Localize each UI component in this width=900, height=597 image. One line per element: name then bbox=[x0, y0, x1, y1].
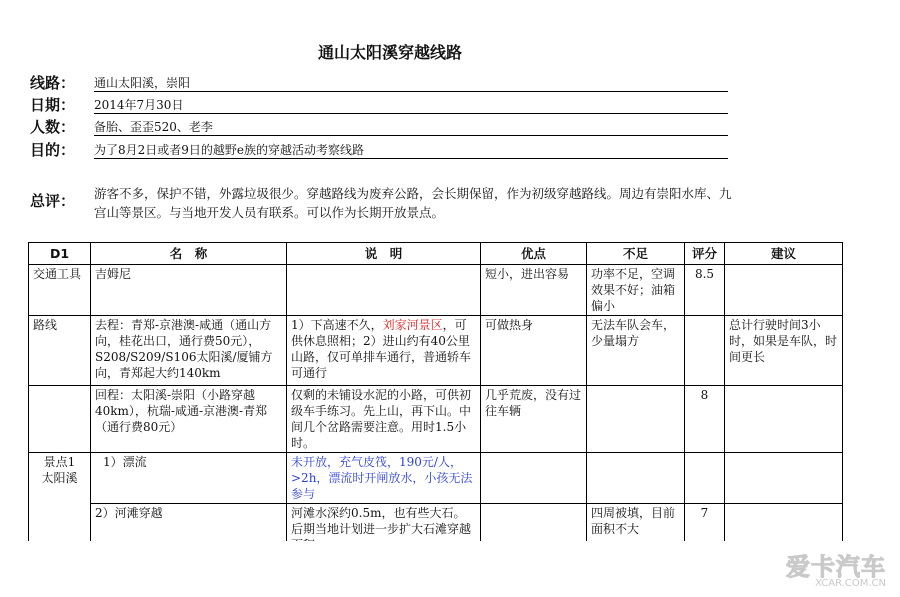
desc-text: 1）下高速不久， bbox=[291, 318, 383, 332]
watermark-logo: 爱卡汽车 bbox=[786, 553, 886, 581]
cell-name: 2）河滩穿越 bbox=[91, 504, 287, 564]
cell-name: 去程：青郑-京港澳-咸通（通山方向，桂花出口，通行费50元），S208/S209/S106太阳溪/厦铺方向，青郑起大约140km bbox=[91, 316, 287, 386]
cell-desc bbox=[287, 316, 481, 386]
info-people-label: 人数： bbox=[30, 118, 76, 136]
header-d1: D1 bbox=[29, 243, 91, 265]
info-date-underline bbox=[94, 113, 728, 114]
info-purpose-label: 目的： bbox=[30, 141, 76, 159]
cell-cons: 功率不足，空调效果不好；油箱偏小 bbox=[587, 265, 685, 316]
cell-pros: 几乎荒废，没有过往车辆 bbox=[481, 386, 587, 453]
cell-name: 1）漂流 bbox=[91, 453, 287, 504]
page-title: 通山太阳溪穿越线路 bbox=[317, 43, 462, 62]
header-desc: 说 明 bbox=[287, 243, 481, 265]
page-cutoff bbox=[0, 541, 900, 597]
cell-cons: 四周被填，目前面积不大 bbox=[587, 504, 685, 564]
info-route-underline bbox=[94, 91, 728, 92]
info-purpose-underline bbox=[94, 158, 728, 159]
info-route-value: 通山太阳溪，崇阳 bbox=[94, 76, 191, 90]
info-route bbox=[30, 72, 728, 92]
cell-score: 8.5 bbox=[685, 265, 725, 316]
header-score: 评分 bbox=[685, 243, 725, 265]
watermark-url: XCAR.COM.CN bbox=[815, 578, 886, 589]
cell-score bbox=[685, 316, 725, 386]
cell-advice bbox=[725, 386, 843, 453]
info-people-value: 备胎、歪歪520、老李 bbox=[94, 120, 213, 134]
cell-cons bbox=[587, 386, 685, 453]
info-people bbox=[30, 116, 728, 136]
desc-highlight-red: 刘家河景区 bbox=[382, 318, 443, 332]
watermark bbox=[786, 547, 886, 589]
table-row bbox=[29, 386, 843, 453]
cell-category: 景点1 太阳溪 bbox=[29, 453, 91, 564]
route-table bbox=[28, 242, 843, 564]
info-purpose bbox=[30, 139, 728, 159]
summary-text: 游客不多，保护不错，外露垃圾很少。穿越路线为废弃公路，会长期保留，作为初级穿越路线。周边有崇阳水库、九宫山等景区。与当地开发人员有联系。可以作为长期开放景点。 bbox=[94, 186, 732, 220]
cell-desc: 河滩水深约0.5m，也有些大石。后期当地计划进一步扩大石滩穿越 bbox=[287, 504, 481, 564]
desc-text: ，可供休息照相；2）进山约有40公里山路，仅可单排车通行，普通轿车可通行 bbox=[291, 318, 472, 380]
cell-advice bbox=[725, 453, 843, 504]
cell-category: 路线 bbox=[29, 316, 91, 386]
cell-score bbox=[685, 453, 725, 504]
cell-name: 回程：太阳溪-崇阳（小路穿越40km），杭瑞-咸通-京港澳-青郑（通行费80元） bbox=[91, 386, 287, 453]
header-pros: 优点 bbox=[481, 243, 587, 265]
cell-score: 8 bbox=[685, 386, 725, 453]
cell-cons: 无法车队会车，少量塌方 bbox=[587, 316, 685, 386]
cell-cons bbox=[587, 453, 685, 504]
cell-name: 吉姆尼 bbox=[91, 265, 287, 316]
cell-score: 7 bbox=[685, 504, 725, 564]
info-date-value: 2014年7月30日 bbox=[94, 98, 184, 112]
cell-advice bbox=[725, 265, 843, 316]
cell-pros: 短小，进出容易 bbox=[481, 265, 587, 316]
info-date-label: 日期： bbox=[30, 96, 76, 114]
table-row bbox=[29, 316, 843, 386]
header-name: 名 称 bbox=[91, 243, 287, 265]
table-row bbox=[29, 453, 843, 504]
info-date bbox=[30, 94, 728, 114]
cell-desc: 仅剩的未铺设水泥的小路，可供初级车手练习。先上山，再下山。中间几个岔路需要注意。用时1.5小时。 bbox=[287, 386, 481, 453]
table-row bbox=[29, 265, 843, 316]
info-route-label: 线路： bbox=[30, 74, 76, 92]
cell-category: 交通工具 bbox=[29, 265, 91, 316]
cell-category bbox=[29, 386, 91, 453]
info-purpose-value: 为了8月2日或者9日的越野e族的穿越活动考察线路 bbox=[94, 143, 365, 157]
summary-label: 总评： bbox=[30, 192, 76, 210]
cell-desc: 未开放，充气皮筏，190元/人，>2h，漂流时开闸放水，小孩无法参与 bbox=[287, 453, 481, 504]
cell-desc bbox=[287, 265, 481, 316]
info-people-underline bbox=[94, 135, 728, 136]
header-cons: 不足 bbox=[587, 243, 685, 265]
cell-pros bbox=[481, 453, 587, 504]
table-header-row bbox=[29, 243, 843, 265]
cell-pros: 可做热身 bbox=[481, 316, 587, 386]
header-advice: 建议 bbox=[725, 243, 843, 265]
cell-advice: 总计行驶时间3小时，如果是车队，时间更长 bbox=[725, 316, 843, 386]
